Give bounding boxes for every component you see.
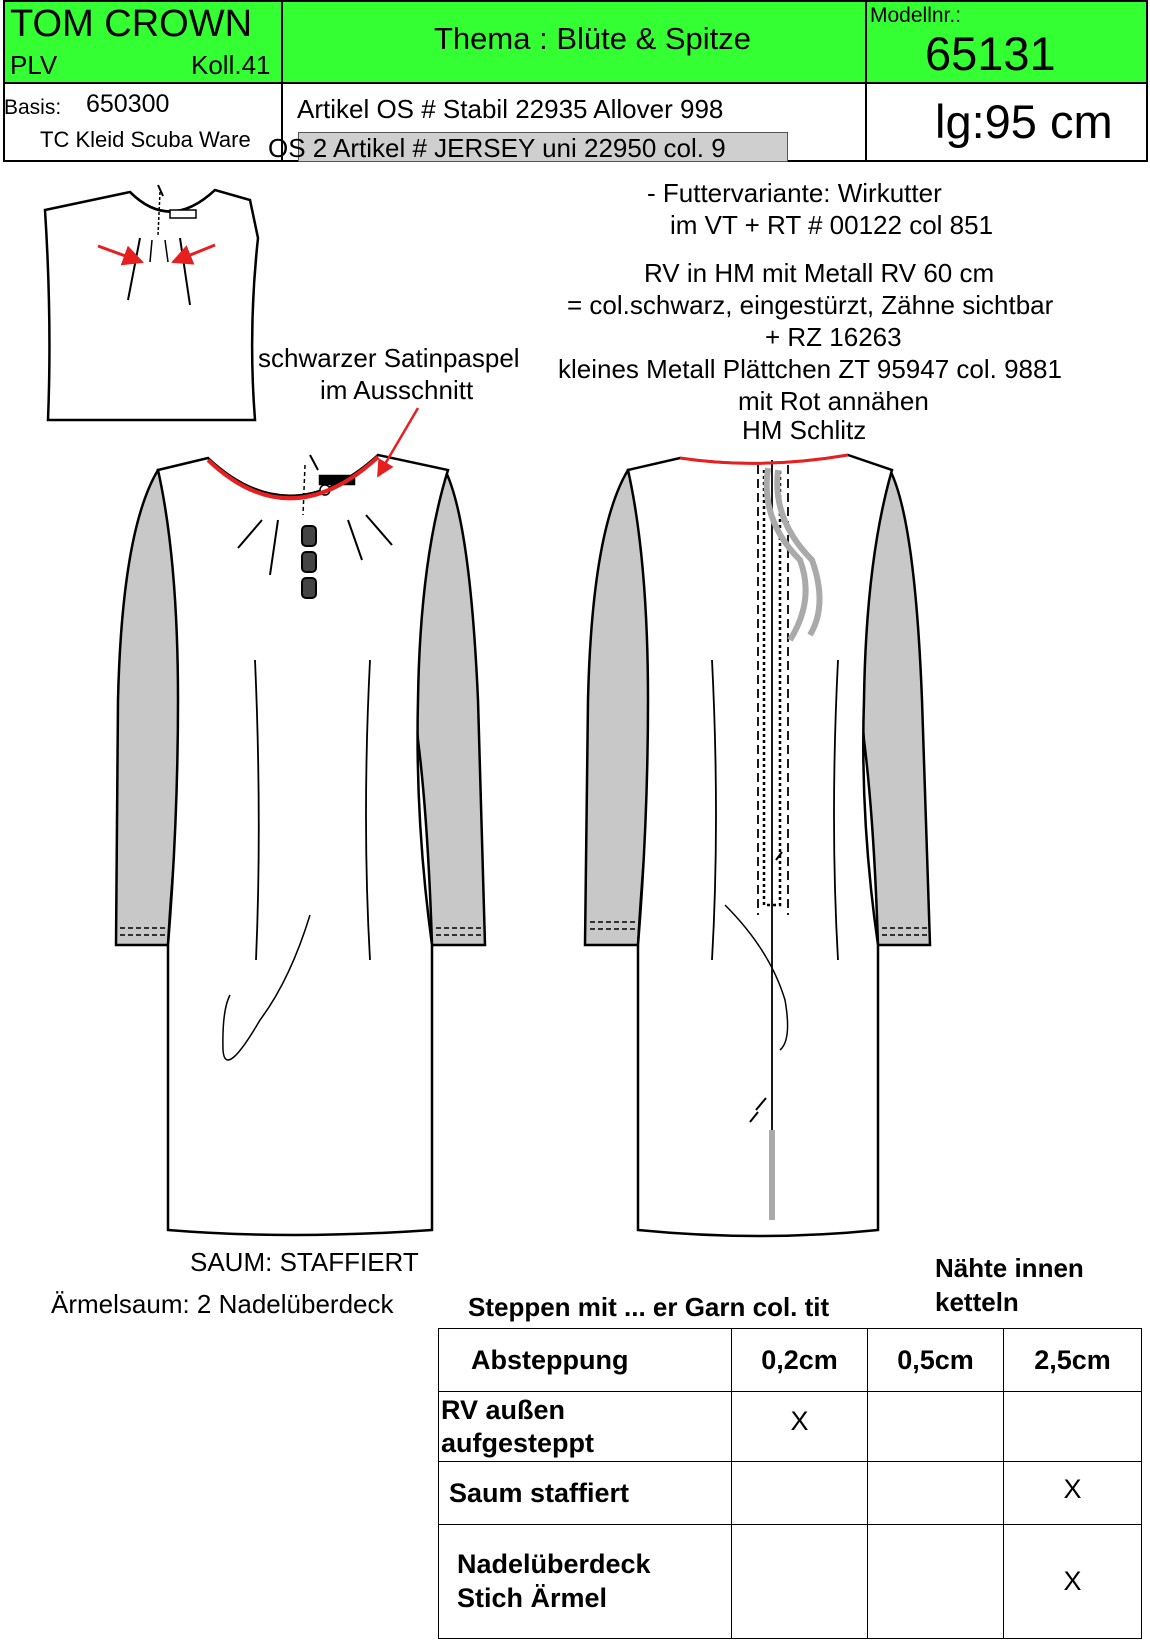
header-col-2: 0,5cm <box>868 1329 1004 1392</box>
brand-name: TOM CROWN <box>10 3 253 45</box>
model-label: Modellnr.: <box>870 4 962 27</box>
row-label-line-1: Nadelüberdeck <box>457 1548 651 1579</box>
basis-label: Basis: <box>4 96 62 119</box>
zip-note-5: mit Rot annähen <box>738 386 929 416</box>
article-2: OS 2 Artikel # JERSEY uni 22950 col. 9 <box>268 133 726 163</box>
stitching-table <box>438 1328 1142 1639</box>
row-label-line-1: RV außen <box>441 1395 566 1426</box>
model-number: 65131 <box>925 27 1056 80</box>
header-label: Absteppung <box>439 1329 732 1392</box>
cell-c3 <box>1004 1392 1142 1462</box>
front-buttons <box>302 526 316 598</box>
cell-c1 <box>732 1525 868 1639</box>
product-line: PLV <box>10 50 58 80</box>
zip-note-3: + RZ 16263 <box>765 322 902 352</box>
stitching-note: Steppen mit ... er Garn col. tit <box>468 1292 830 1322</box>
front-dress-sketch <box>116 455 485 1235</box>
cell-c2 <box>868 1525 1004 1639</box>
cell-c1 <box>732 1462 868 1525</box>
small-bodice-sketch <box>45 185 258 420</box>
zip-note-4: kleines Metall Plättchen ZT 95947 col. 9881 <box>558 354 1062 384</box>
row-label <box>439 1462 732 1525</box>
cell-c3: X <box>1004 1462 1142 1525</box>
table-header-row <box>439 1329 1142 1392</box>
zip-note-6: HM Schlitz <box>742 415 867 445</box>
piping-note-2: im Ausschnitt <box>320 375 474 405</box>
basis-number: 650300 <box>86 90 170 118</box>
table-row <box>439 1462 1142 1525</box>
article-1: Artikel OS # Stabil 22935 Allover 998 <box>297 94 724 124</box>
table-row <box>439 1392 1142 1462</box>
theme-title: Thema : Blüte & Spitze <box>434 21 752 56</box>
row-label <box>439 1392 732 1462</box>
header-col-1: 0,2cm <box>732 1329 868 1392</box>
row-label-line-2: Stich Ärmel <box>457 1582 608 1613</box>
seams-note-2: ketteln <box>935 1287 1019 1317</box>
cell-c2 <box>868 1462 1004 1525</box>
cell-c2 <box>868 1392 1004 1462</box>
length-value: lg:95 cm <box>935 95 1113 148</box>
table-row <box>439 1525 1142 1639</box>
sleeve-hem-note: Ärmelsaum: 2 Nadelüberdeck <box>51 1289 394 1319</box>
row-label-line-1: Saum staffiert <box>449 1477 630 1508</box>
seams-note-1: Nähte innen <box>935 1253 1084 1283</box>
header-col-3: 2,5cm <box>1004 1329 1142 1392</box>
row-label-line-2: aufgesteppt <box>441 1427 595 1458</box>
cell-c3: X <box>1004 1525 1142 1639</box>
piping-note-1: schwarzer Satinpaspel <box>258 343 520 373</box>
row-label <box>439 1525 732 1639</box>
hem-note: SAUM: STAFFIERT <box>190 1247 419 1277</box>
lining-note-1: - Futtervariante: Wirkutter <box>647 178 942 208</box>
lining-note-2: im VT + RT # 00122 col 851 <box>670 210 994 240</box>
cell-c1: X <box>732 1392 868 1462</box>
collection: Koll.41 <box>191 50 271 80</box>
zip-note-2: = col.schwarz, eingestürzt, Zähne sichtbar <box>567 290 1054 320</box>
zip-note-1: RV in HM mit Metall RV 60 cm <box>644 258 995 288</box>
back-dress-sketch <box>585 455 930 1236</box>
basis-description: TC Kleid Scuba Ware <box>40 127 251 152</box>
